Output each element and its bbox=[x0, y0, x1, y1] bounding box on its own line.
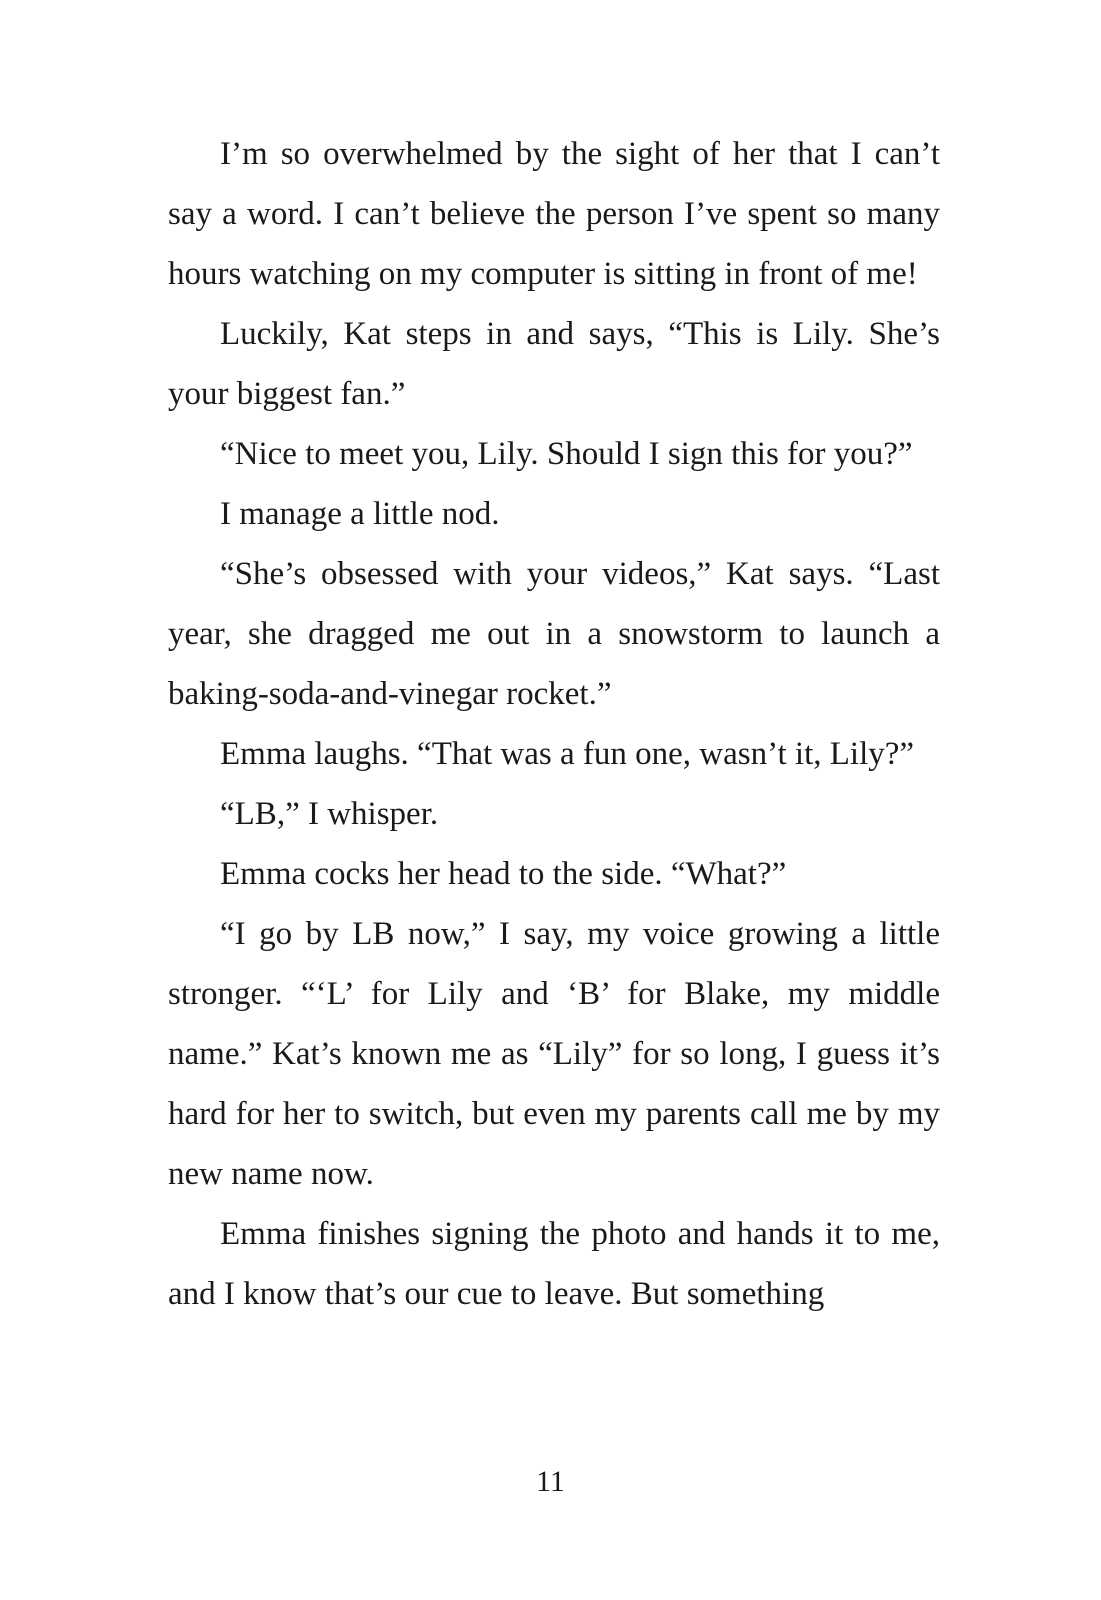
paragraph: Luckily, Kat steps in and says, “This is Lily. She’s your biggest fan.” bbox=[168, 316, 940, 412]
paragraph: “She’s obsessed with your videos,” Kat says. “Last year, she dragged me out in a snowstorm to launch a baking-soda-and-vinegar rocket.” bbox=[168, 556, 940, 712]
paragraph: “I go by LB now,” I say, my voice growing a little stronger. “‘L’ for Lily and ‘B’ for Blake, my middle name.” Kat’s known me as “Lily” for so long, I guess it’s hard for her to switch, but even my parents call me by my new name now. bbox=[168, 916, 940, 1192]
page-number: 11 bbox=[536, 1465, 565, 1498]
paragraph: Emma cocks her head to the side. “What?” bbox=[220, 856, 787, 892]
paragraph: Emma finishes signing the photo and hands it to me, and I know that’s our cue to leave. But something bbox=[168, 1216, 940, 1312]
body-text bbox=[168, 124, 940, 1324]
paragraph: I manage a little nod. bbox=[220, 496, 500, 532]
paragraph: “Nice to meet you, Lily. Should I sign this for you?” bbox=[220, 436, 913, 472]
paragraph: I’m so overwhelmed by the sight of her that I can’t say a word. I can’t believe the person I’ve spent so many hours watching on my computer is sitting in front of me! bbox=[168, 136, 940, 292]
paragraph: Emma laughs. “That was a fun one, wasn’t it, Lily?” bbox=[220, 736, 915, 772]
paragraph: “LB,” I whisper. bbox=[220, 796, 439, 832]
